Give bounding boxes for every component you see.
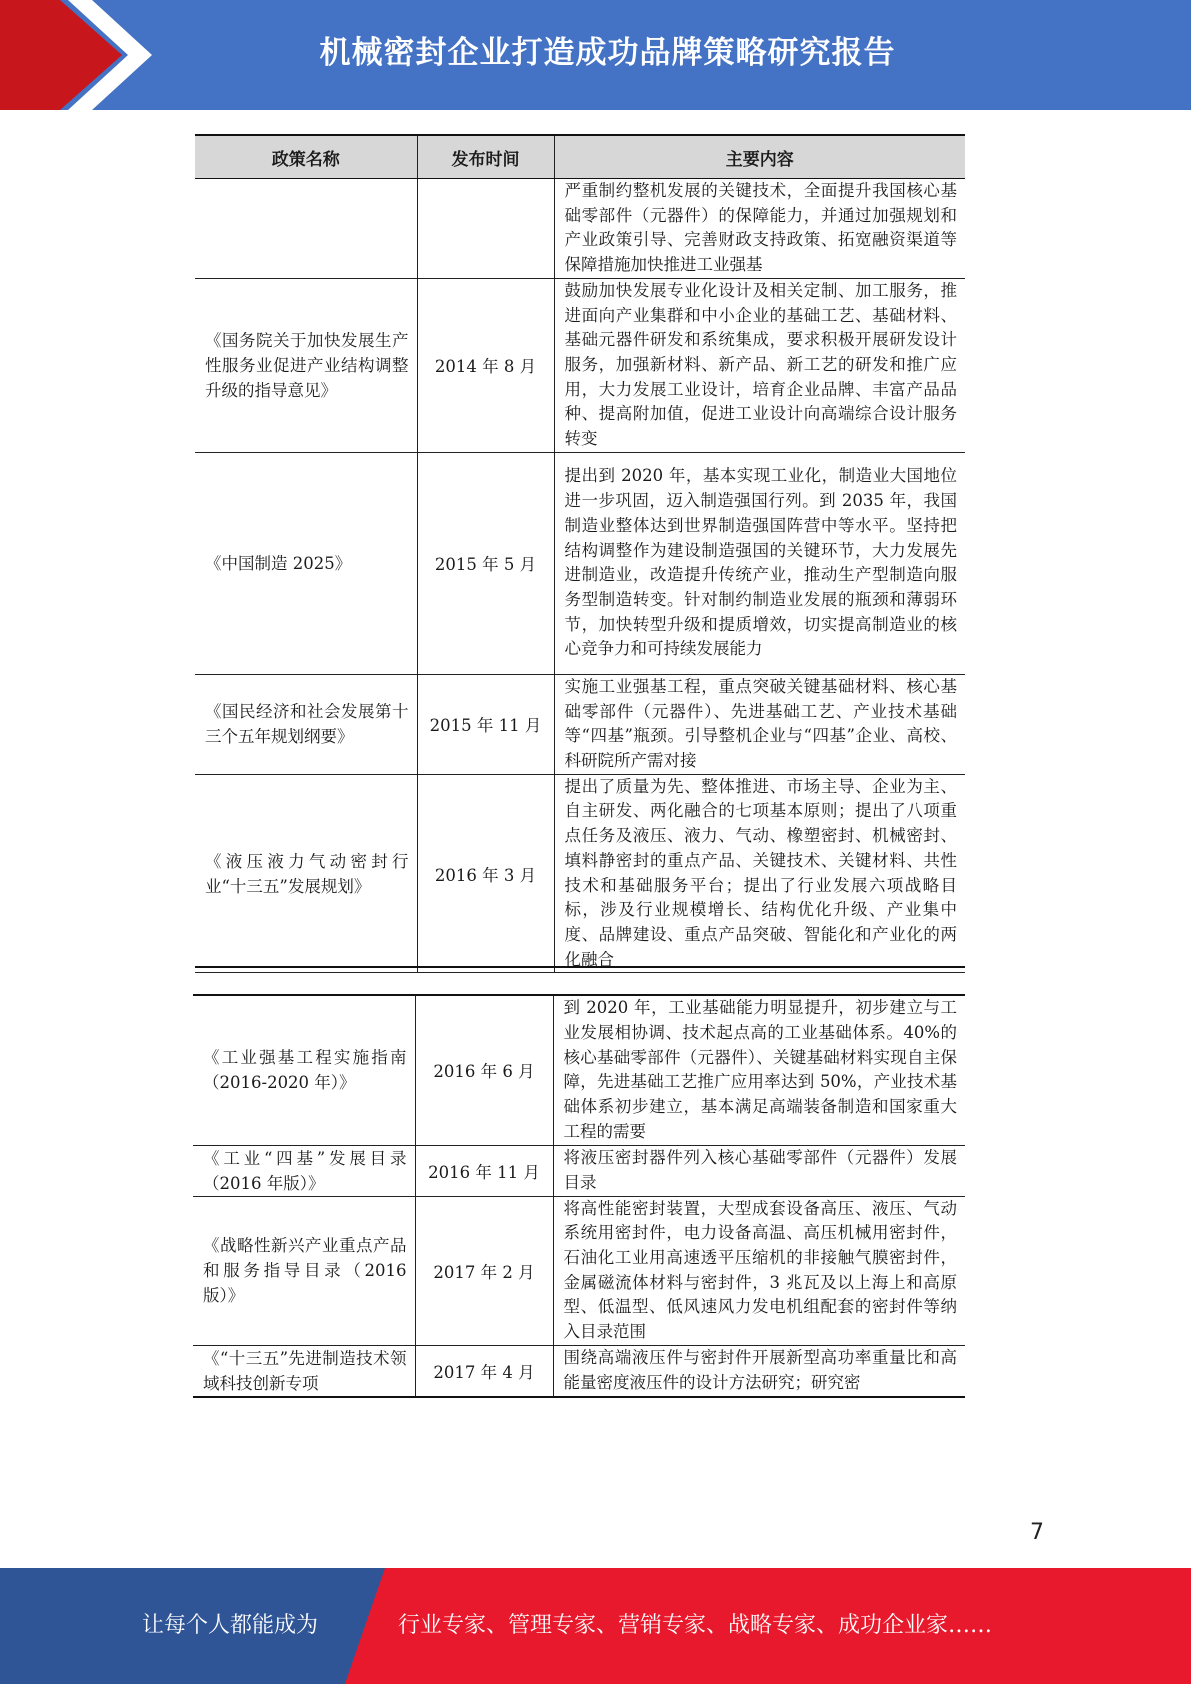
policy-name-cell: 《中国制造 2025》 [195,452,417,674]
policy-name-cell: 《战略性新兴产业重点产品和服务指导目录（2016 版）》 [193,1196,415,1345]
table-row [193,1345,965,1397]
footer-slogan-left: 让每个人都能成为 [142,1613,319,1638]
column-header-main-content: 主要内容 [554,135,965,179]
content-cell: 围绕高端液压件与密封件开展新型高功率重量比和高能量密度液压件的设计方法研究；研究密 [553,1345,965,1397]
content-cell: 实施工业强基工程，重点突破关键基础材料、核心基础零部件（元器件）、先进基础工艺、产业技术基础等“四基”瓶颈。引导整机企业与“四基”企业、高校、科研院所产需对接 [554,674,965,774]
page-header [0,0,1191,110]
policy-name-cell: 《国务院关于加快发展生产性服务业促进产业结构调整升级的指导意见》 [195,278,417,452]
column-header-policy-name: 政策名称 [195,135,417,179]
page-number: 7 [1030,1520,1044,1545]
content-cell: 提出了质量为先、整体推进、市场主导、企业为主、自主研发、两化融合的七项基本原则；提出了八项重点任务及液压、液力、气动、橡塑密封、机械密封、填料静密封的重点产品、关键技术、关键材料、共性技术和基础服务平台；提出了行业发展六项战略目标，涉及行业规模增长、结构优化升级、产业集中度、品牌建设、重点产品突破、智能化和产业化的两化融合 [554,774,965,973]
table-row [195,278,965,452]
policy-name-cell: 《液压液力气动密封行业“十三五”发展规划》 [195,774,417,973]
page-footer [0,1568,1191,1684]
policy-name-cell [195,179,417,279]
table-bottom-rule [195,966,965,968]
content-cell: 到 2020 年，工业基础能力明显提升，初步建立与工业发展相协调、技术起点高的工业基础体系。40%的核心基础零部件（元器件）、关键基础材料实现自主保障，先进基础工艺推广应用率达到 50%，产业技术基础体系初步建立，基本满足高端装备制造和国家重大工程的需要 [553,995,965,1145]
release-date-cell: 2016 年 11 月 [415,1145,553,1196]
table-row [195,452,965,674]
table-row [193,995,965,1145]
policy-table [195,134,965,973]
table-row [195,179,965,279]
footer-slogan-right: 行业专家、管理专家、营销专家、战略专家、成功企业家…… [398,1613,993,1638]
column-header-release-date: 发布时间 [417,135,554,179]
policy-name-cell: 《工业强基工程实施指南（2016-2020 年）》 [193,995,415,1145]
release-date-cell: 2017 年 2 月 [415,1196,553,1345]
document-title: 机械密封企业打造成功品牌策略研究报告 [319,35,896,71]
content-cell: 鼓励加快发展专业化设计及相关定制、加工服务，推进面向产业集群和中小企业的基础工艺、基础材料、基础元器件研发和系统集成，要求积极开展研发设计服务，加强新材料、新产品、新工艺的研发和推广应用，大力发展工业设计，培育企业品牌、丰富产品品种、提高附加值，促进工业设计向高端综合设计服务转变 [554,278,965,452]
table-row [195,674,965,774]
table-row [193,1145,965,1196]
release-date-cell: 2014 年 8 月 [417,278,554,452]
table-header-row [195,135,965,179]
release-date-cell: 2016 年 6 月 [415,995,553,1145]
release-date-cell: 2017 年 4 月 [415,1345,553,1397]
release-date-cell [417,179,554,279]
release-date-cell: 2016 年 3 月 [417,774,554,973]
policy-name-cell: 《工业“四基”发展目录（2016 年版）》 [193,1145,415,1196]
release-date-cell: 2015 年 11 月 [417,674,554,774]
table-row [195,774,965,973]
content-cell: 提出到 2020 年，基本实现工业化，制造业大国地位进一步巩固，迈入制造强国行列。到 2035 年，我国制造业整体达到世界制造强国阵营中等水平。坚持把结构调整作为建设制造强国的关键环节，大力发展先进制造业，改造提升传统产业，推动生产型制造向服务型制造转变。针对制约制造业发展的瓶颈和薄弱环节，加快转型升级和提质增效，切实提高制造业的核心竞争力和可持续发展能力 [554,452,965,674]
content-cell: 严重制约整机发展的关键技术，全面提升我国核心基础零部件（元器件）的保障能力，并通过加强规划和产业政策引导、完善财政支持政策、拓宽融资渠道等保障措施加快推进工业强基 [554,179,965,279]
policy-table-continued [193,994,965,1398]
table-row [193,1196,965,1345]
release-date-cell: 2015 年 5 月 [417,452,554,674]
policy-name-cell: 《国民经济和社会发展第十三个五年规划纲要》 [195,674,417,774]
content-cell: 将高性能密封装置，大型成套设备高压、液压、气动系统用密封件，电力设备高温、高压机械用密封件，石油化工业用高速透平压缩机的非接触气膜密封件，金属磁流体材料与密封件，3 兆瓦及以上海上和高原型、低温型、低风速风力发电机组配套的密封件等纳入目录范围 [553,1196,965,1345]
content-cell: 将液压密封器件列入核心基础零部件（元器件）发展目录 [553,1145,965,1196]
policy-name-cell: 《“十三五”先进制造技术领域科技创新专项 [193,1345,415,1397]
